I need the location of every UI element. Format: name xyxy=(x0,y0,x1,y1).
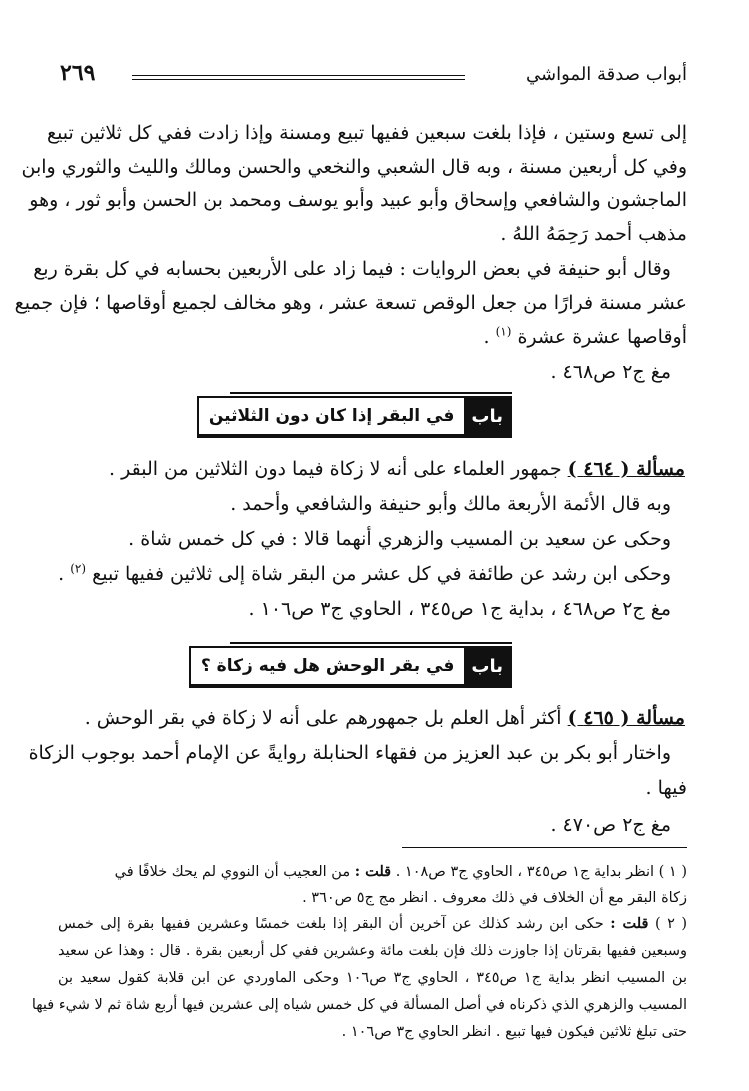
bab-label: باب xyxy=(464,648,510,684)
text-line: وقال أبو حنيفة في بعض الروايات : فيما زاد على الأربعين بحسابه في كل بقرة ربع xyxy=(33,258,671,280)
text-span: أكثر أهل العلم بل جمهورهم على أنه لا زكاة في بقر الوحش . xyxy=(84,707,562,729)
text-span: وحكى ابن رشد عن طائفة في كل عشر من البقر شاة إلى ثلاثين ففيها تبيع xyxy=(92,563,671,585)
page-header xyxy=(60,60,687,90)
heading-rule xyxy=(230,642,512,644)
masala-label: مسألة ( ٤٦٥ ) xyxy=(567,707,685,729)
footnote-line: زكاة البقر مع أن الخلاف في ذلك معروف . انظر مج ج٥ ص٣٦٠ . xyxy=(302,890,687,906)
footnote-rule xyxy=(402,847,687,848)
section-heading xyxy=(197,396,512,438)
section-title: في البقر إذا كان دون الثلاثين xyxy=(208,406,455,426)
footnote xyxy=(58,910,687,938)
footnote-ref: (٢) xyxy=(70,561,87,576)
footnote-text: حكى ابن رشد كذلك عن آخرين أن البقر إذا بلغت خمسًا وعشرين ففيها بقرة إلى خمس xyxy=(58,916,604,932)
page-number: ٢٦٩ xyxy=(60,60,96,86)
text-line: وبه قال الأئمة الأربعة مالك وأبو حنيفة والشافعي وأحمد . xyxy=(230,493,671,515)
section-title: في بقر الوحش هل فيه زكاة ؟ xyxy=(200,656,455,676)
masala-line xyxy=(60,701,685,735)
bab-label: باب xyxy=(464,398,510,434)
footnote xyxy=(58,858,687,886)
source-reference: مغ ج٢ ص٤٦٨ ، بداية ج١ ص٣٤٥ ، الحاوي ج٣ ص١٠٦ . xyxy=(248,598,671,620)
footnote-ref: (١) xyxy=(495,324,512,339)
text-span: أوقاصها عشرة عشرة xyxy=(517,326,687,348)
footnote-qult: قلت : xyxy=(610,915,649,932)
text-line: عشر مسنة فرارًا من جعل الوقص تسعة عشر ، وهو مخالف لجميع أوقاصها ؛ فإن جميع xyxy=(14,292,687,314)
header-rule xyxy=(132,75,465,80)
footnote-marker: ( ٢ ) xyxy=(654,916,688,932)
footnote-qult: قلت : xyxy=(354,863,392,880)
footnote-line: وسبعين ففيها بقرتان إذا جاوزت ذلك فإن بلغت مائة وعشرين ففي كل أربعين بقرة . قال : وهذا عن سعيد xyxy=(58,943,687,959)
masala-line xyxy=(60,452,685,486)
footnote-text: من العجيب أن النووي لم يحك خلافًا في xyxy=(114,864,351,880)
text-line: فيها . xyxy=(645,777,687,799)
heading-rule xyxy=(230,392,512,394)
text-line: وحكى عن سعيد بن المسيب والزهري أنهما قالا : في كل خمس شاة . xyxy=(128,528,671,550)
footnote-line: المسيب والزهري الذي ذكرناه في أصل المسألة في كل خمس شياه إلى عشرين فيها أربع شاة ثم لا شيء فيها xyxy=(31,997,687,1013)
footnote-line: بن المسيب انظر بداية ج١ ص٣٤٥ ، الحاوي ج٣ ص١٠٦ وحكى الماوردي عن ابن قلابة كقول سعيد بن xyxy=(58,970,687,986)
footnote-marker: ( ١ ) xyxy=(658,864,687,880)
source-reference: مغ ج٢ ص٤٦٨ . xyxy=(550,361,671,383)
running-title: أبواب صدقة المواشي xyxy=(526,64,687,85)
text-line: وحكى ابن رشد عن طائفة في كل عشر من البقر شاة إلى ثلاثين ففيها تبيع $^{(٢)}$ . xyxy=(58,561,671,585)
section-heading xyxy=(189,646,512,688)
text-line: إلى تسع وستين ، فإذا بلغت سبعين ففيها تبيع ومسنة وإذا زادت ففي كل ثلاثين تبيع xyxy=(46,122,687,144)
footnote-line: حتى تبلغ ثلاثين فيكون فيها تبيع . انظر الحاوي ج٣ ص١٠٦ . xyxy=(341,1024,687,1040)
footnote-text: انظر بداية ج١ ص٣٤٥ ، الحاوي ج٣ ص١٠٨ . xyxy=(395,864,655,880)
text-line: وفي كل أربعين مسنة ، وبه قال الشعبي والنخعي والحسن ومالك والليث والثوري وابن xyxy=(21,156,687,178)
source-reference: مغ ج٢ ص٤٧٠ . xyxy=(550,814,671,836)
text-span: جمهور العلماء على أنه لا زكاة فيما دون الثلاثين من البقر . xyxy=(109,458,562,480)
text-line: أوقاصها عشرة عشرة $^{(١)}$ . xyxy=(483,324,687,348)
masala-label: مسألة ( ٤٦٤ ) xyxy=(567,458,685,480)
text-line: واختار أبو بكر بن عبد العزيز من فقهاء الحنابلة روايةً عن الإمام أحمد بوجوب الزكاة xyxy=(28,742,671,764)
text-line: الماجشون والشافعي وإسحاق وأبو عبيد وأبو يوسف ومحمد بن الحسن وأبو ثور ، وهو xyxy=(29,189,687,211)
text-line: مذهب أحمد رَحِمَهُ اللهُ . xyxy=(500,223,687,245)
